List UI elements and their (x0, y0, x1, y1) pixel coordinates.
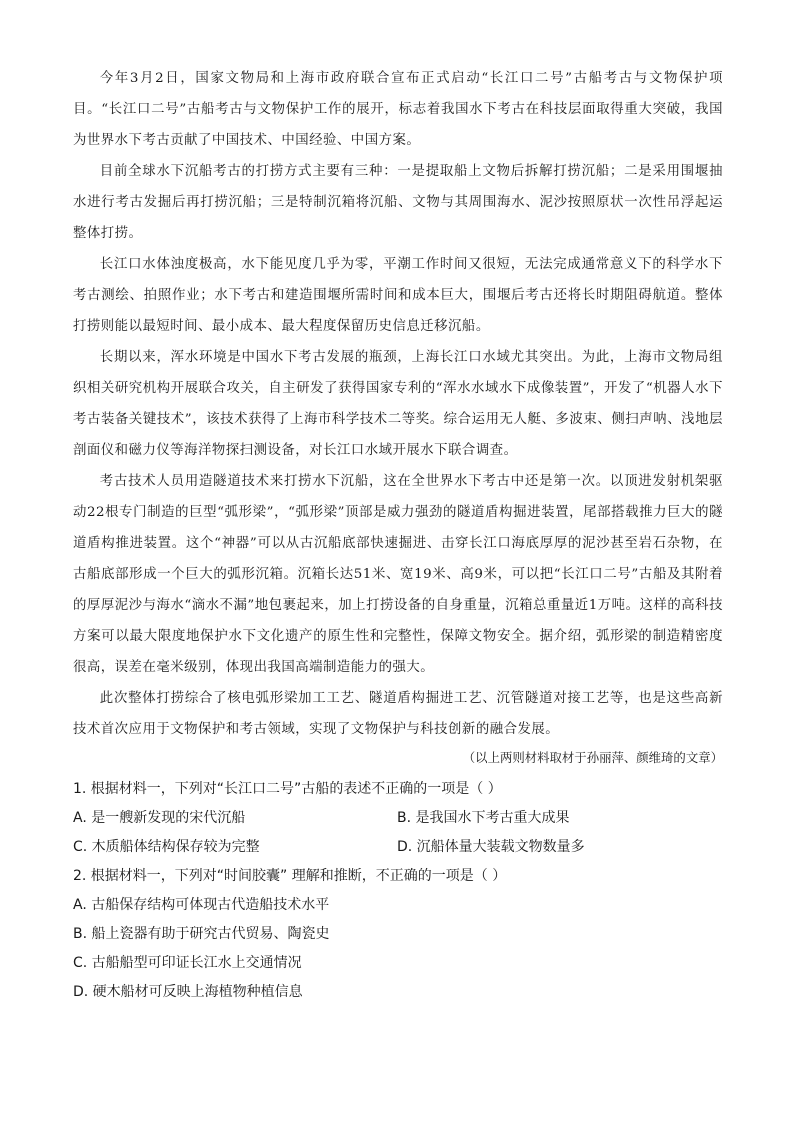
paragraph-2: 目前全球水下沉船考古的打捞方式主要有三种：一是提取船上文物后拆解打捞沉船；二是采用围堰抽水进行考古发掘后再打捞沉船；三是特制沉箱将沉船、文物与其周围海水、泥沙按照原状一次性吊浮起运整体打捞。 (73, 164, 723, 241)
question-2-option-d: D. 硬木船材可反映上海植物种植信息 (73, 984, 303, 1000)
question-2-option-a: A. 古船保存结构可体现古代造船技术水平 (73, 897, 330, 913)
paragraph-3: 长江口水体浊度极高，水下能见度几乎为零，平潮工作时间又很短，无法完成通常意义下的科学水下考古测绘、拍照作业；水下考古和建造围堰所需时间和成本巨大，围堰后考古还将长时期阻碍航道。整体打捞则能以最短时间、最小成本、最大程度保留历史信息迁移沉船。 (73, 257, 723, 334)
paragraph-4: 长期以来，浑水环境是中国水下考古发展的瓶颈，上海长江口水域尤其突出。为此，上海市文物局组织相关研究机构开展联合攻关，自主研发了获得国家专利的“浑水水域水下成像装置”，开发了“机器人水下考古装备关键技术”，该技术获得了上海市科学技术二等奖。综合运用无人艇、多波束、侧扫声呐、浅地层剖面仪和磁力仪等海洋物探扫测设备，对长江口水域开展水下联合调查。 (73, 350, 723, 458)
question-1-option-c: C. 木质船体结构保存较为完整 (73, 839, 260, 855)
question-1-options-row-1 (73, 804, 723, 833)
question-1-stem: 1. 根据材料一，下列对“长江口二号”古船的表述不正确的一项是（ ） (73, 781, 502, 797)
question-2-option-b: B. 船上瓷器有助于研究古代贸易、陶瓷史 (73, 926, 330, 942)
paragraph-1: 今年3月2日，国家文物局和上海市政府联合宣布正式启动“长江口二号”古船考古与文物保护项目。“长江口二号”古船考古与文物保护工作的展开，标志着我国水下考古在科技层面取得重大突破，我国为世界水下考古贡献了中国技术、中国经验、中国方案。 (73, 71, 723, 148)
question-1-option-a: A. 是一艘新发现的宋代沉船 (73, 810, 246, 826)
question-2-option-c: C. 古船船型可印证长江水上交通情况 (73, 955, 302, 971)
question-2-stem: 2. 根据材料一，下列对“时间胶囊” 理解和推断，不正确的一项是（ ） (73, 868, 507, 884)
paragraph-6: 此次整体打捞综合了核电弧形梁加工工艺、隧道盾构掘进工艺、沉管隧道对接工艺等，也是这些高新技术首次应用于文物保护和考古领域，实现了文物保护与科技创新的融合发展。 (73, 691, 723, 737)
source-note: （以上两则材料取材于孙丽萍、颜维琦的文章） (462, 750, 723, 765)
question-1-option-d: D. 沉船体量大装载文物数量多 (397, 839, 585, 855)
document-content (73, 63, 723, 1007)
question-1-options-row-2 (73, 833, 723, 862)
question-1-option-b: B. 是我国水下考古重大成果 (397, 810, 570, 826)
paragraph-5: 考古技术人员用造隧道技术来打捞水下沉船，这在全世界水下考古中还是第一次。以顶进发射机架驱动22根专门制造的巨型“弧形梁”，“弧形梁”顶部是威力强劲的隧道盾构掘进装置，尾部搭载推力巨大的隧道盾构推进装置。这个“神器”可以从古沉船底部快速掘进、击穿长江口海底厚厚的泥沙甚至岩石杂物，在古船底部形成一个巨大的弧形沉箱。沉箱长达51米、宽19米、高9米，可以把“长江口二号”古船及其附着的厚厚泥沙与海水“滴水不漏”地包裹起来，加上打捞设备的自身重量，沉箱总重量近1万吨。这样的高科技方案可以最大限度地保护水下文化遗产的原生性和完整性，保障文物安全。据介绍，弧形梁的制造精密度很高，误差在毫米级别，体现出我国高端制造能力的强大。 (73, 474, 723, 675)
